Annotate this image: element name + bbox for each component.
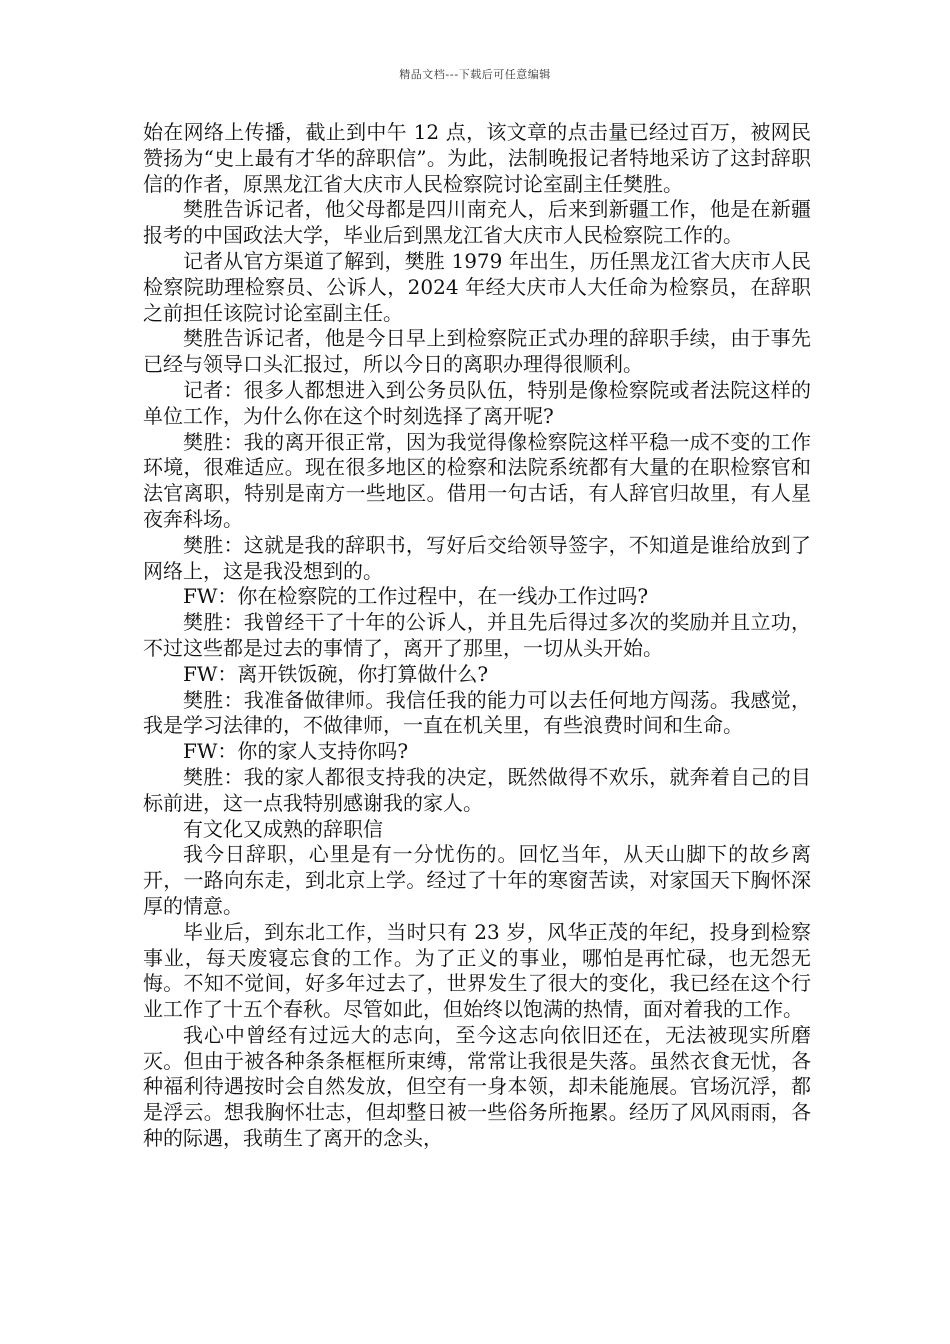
- paragraph: FW：你的家人支持你吗?: [183, 739, 409, 764]
- paragraph: 记者：很多人都想进入到公务员队伍，特别是像检察院或者法院这样的单位工作，为什么你在这个时刻选择了离开呢?: [143, 377, 811, 428]
- paragraph: 始在网络上传播，截止到中午 12 点，该文章的点击量已经过百万，被网民赞扬为“史上最有才华的辞职信”。为此，法制晚报记者特地采访了这封辞职信的作者，原黑龙江省大庆市人民检察院讨论室副主任樊胜。: [143, 120, 811, 196]
- paragraph: 我心中曾经有过远大的志向，至今这志向依旧还在，无法被现实所磨灭。但由于被各种条条框框所束缚，常常让我很是失落。虽然衣食无忧，各种福利待遇按时会自然发放，但空有一身本领，却未能施展。官场沉浮，都是浮云。想我胸怀壮志，但却整日被一些俗务所拖累。经历了风风雨雨，各种的际遇，我萌生了离开的念头，: [143, 1022, 811, 1151]
- paragraph: FW：离开铁饭碗，你打算做什么?: [183, 661, 489, 686]
- paragraph: 记者从官方渠道了解到，樊胜 1979 年出生，历任黑龙江省大庆市人民检察院助理检察员、公诉人，2024 年经大庆市人大任命为检察员，在辞职之前担任该院讨论室副主任。: [143, 248, 811, 325]
- section-heading: 有文化又成熟的辞职信: [183, 816, 383, 841]
- paragraph: 樊胜告诉记者，他是今日早上到检察院正式办理的辞职手续，由于事先已经与领导口头汇报过，所以今日的离职办理得很顺利。: [143, 326, 811, 377]
- page-header-watermark: 精品文档---下载后可任意编辑: [399, 68, 551, 81]
- paragraph: 樊胜：我的家人都很支持我的决定，既然做得不欢乐，就奔着自己的目标前进，这一点我特别感谢我的家人。: [143, 764, 811, 815]
- paragraph: 樊胜告诉记者，他父母都是四川南充人，后来到新疆工作，他是在新疆报考的中国政法大学，毕业后到黑龙江省大庆市人民检察院工作的。: [143, 197, 811, 248]
- paragraph: FW：你在检察院的工作过程中，在一线办工作过吗?: [183, 584, 649, 609]
- paragraph: 毕业后，到东北工作，当时只有 23 岁，风华正茂的年纪，投身到检察事业，每天废寝忘食的工作。为了正义的事业，哪怕是再忙碌，也无怨无悔。不知不觉间，好多年过去了，世界发生了很大的变化，我已经在这个行业工作了十五个春秋。尽管如此，但始终以饱满的热情，面对着我的工作。: [143, 919, 811, 1022]
- paragraph: 樊胜：我曾经干了十年的公诉人，并且先后得过多次的奖励并且立功，不过这些都是过去的事情了，离开了那里，一切从头开始。: [143, 610, 811, 660]
- paragraph: 樊胜：这就是我的辞职书，写好后交给领导签字，不知道是谁给放到了网络上，这是我没想到的。: [143, 532, 811, 583]
- paragraph: 樊胜：我的离开很正常，因为我觉得像检察院这样平稳一成不变的工作环境，很难适应。现在很多地区的检察和法院系统都有大量的在职检察官和法官离职，特别是南方一些地区。借用一句古话，有人辞官归故里，有人星夜奔科场。: [143, 429, 811, 531]
- paragraph: 樊胜：我准备做律师。我信任我的能力可以去任何地方闯荡。我感觉，我是学习法律的，不做律师，一直在机关里，有些浪费时间和生命。: [143, 687, 811, 738]
- article-body: [143, 120, 811, 1152]
- paragraph: 我今日辞职，心里是有一分忧伤的。回忆当年，从天山脚下的故乡离开，一路向东走，到北京上学。经过了十年的寒窗苦读，对家国天下胸怀深厚的情意。: [143, 842, 811, 918]
